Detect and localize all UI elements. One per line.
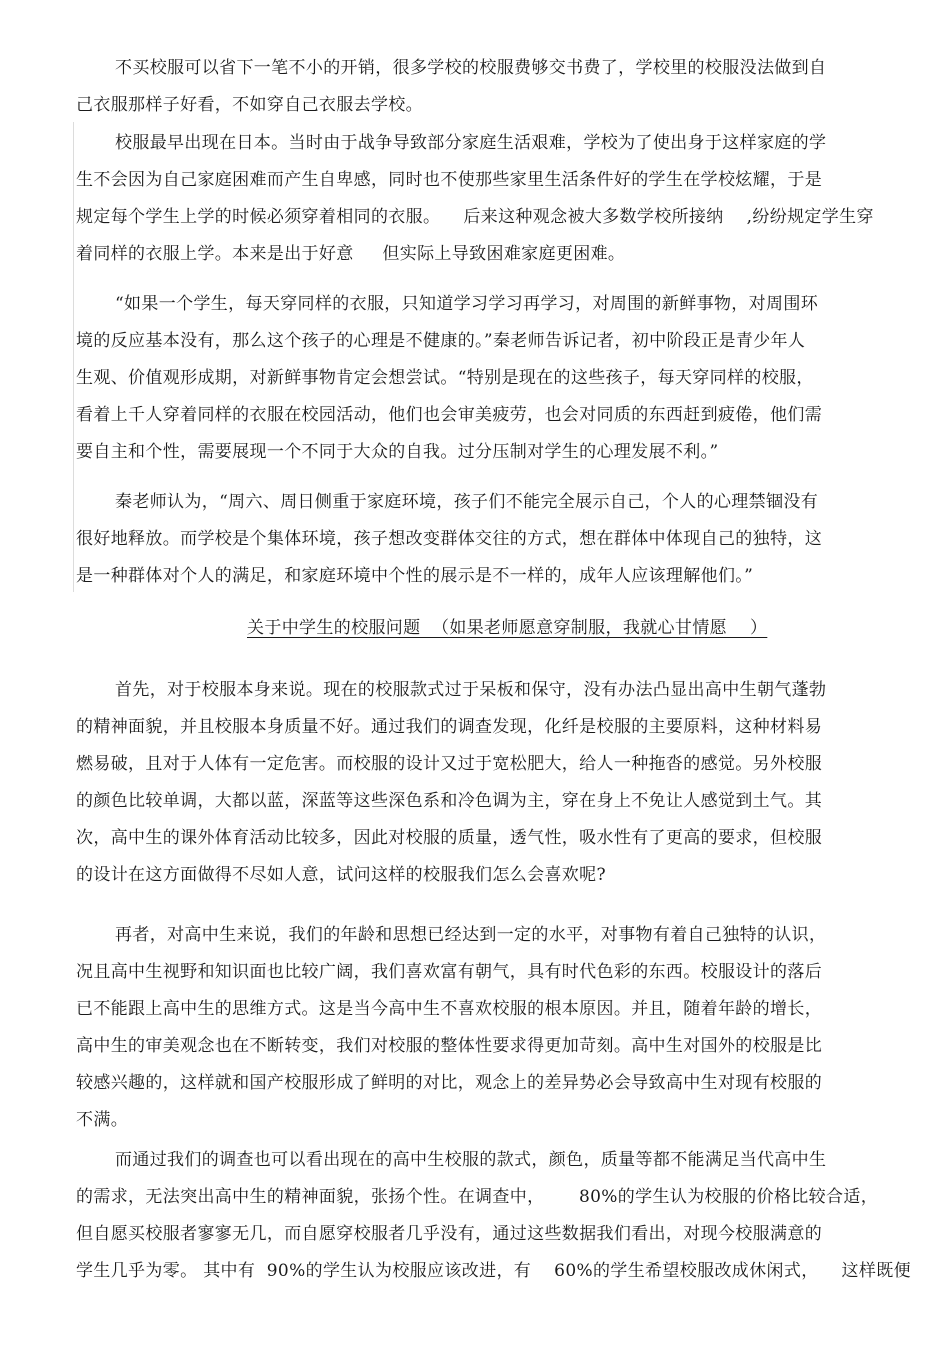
text-line: “如果一个学生，每天穿同样的衣服，只知道学习学习再学习，对周围的新鲜事物，对周围环 [115,294,819,314]
text-line: 高中生的审美观念也在不断转变，我们对校服的整体性要求得更加苛刻。高中生对国外的校服是比 [76,1036,823,1056]
section-title: 关于中学生的校服问题 （如果老师愿意穿制服，我就心甘情愿 ） [247,618,768,638]
text-line: 生观、价值观形成期，对新鲜事物肯定会想尝试。“特别是现在的这些孩子，每天穿同样的校服， [76,368,814,388]
text-line: 不满。 [76,1110,129,1130]
text-line: 看着上千人穿着同样的衣服在校园活动，他们也会审美疲劳，也会对同质的东西赶到疲倦，他们需 [76,405,823,425]
text-line: 境的反应基本没有，那么这个孩子的心理是不健康的。”秦老师告诉记者，初中阶段正是青少年人 [76,331,806,351]
text-line: 校服最早出现在日本。当时由于战争导致部分家庭生活艰难，学校为了使出身于这样家庭的学 [115,133,827,153]
text-line: 学生几乎为零。 其中有 90%的学生认为校服应该改进，有 60%的学生希望校服改成休闲式， 这样既便 [76,1261,911,1281]
text-line: 生不会因为自己家庭困难而产生自卑感，同时也不使那些家里生活条件好的学生在学校炫耀，于是 [76,170,823,190]
text-line: 着同样的衣服上学。本来是出于好意 但实际上导致困难家庭更困难。 [76,244,626,264]
text-line: 很好地释放。而学校是个集体环境，孩子想改变群体交往的方式，想在群体中体现自己的独特，这 [76,529,823,549]
text-line: 次，高中生的课外体育活动比较多，因此对校服的质量，透气性，吸水性有了更高的要求，但校服 [76,828,823,848]
text-line: 况且高中生视野和知识面也比较广阔，我们喜欢富有朝气，具有时代色彩的东西。校服设计的落后 [76,962,823,982]
text-line: 较感兴趣的，这样就和国产校服形成了鲜明的对比，观念上的差异势必会导致高中生对现有校服的 [76,1073,823,1093]
margin-rule [73,122,74,592]
text-line: 燃易破，且对于人体有一定危害。而校服的设计又过于宽松肥大，给人一种拖沓的感觉。另外校服 [76,754,823,774]
text-line: 秦老师认为，“周六、周日侧重于家庭环境，孩子们不能完全展示自己，个人的心理禁锢没有 [115,492,819,512]
text-line: 的颜色比较单调，大都以蓝，深蓝等这些深色系和冷色调为主，穿在身上不免让人感觉到土气。其 [76,791,823,811]
text-line: 但自愿买校服者寥寥无几，而自愿穿校服者几乎没有，通过这些数据我们看出，对现今校服满意的 [76,1224,823,1244]
text-line: 的设计在这方面做得不尽如人意，试问这样的校服我们怎么会喜欢呢? [76,865,606,885]
text-line: 己衣服那样子好看，不如穿自己衣服去学校。 [76,95,423,115]
text-line: 的需求，无法突出高中生的精神面貌，张扬个性。在调查中， 80%的学生认为校服的价格比较合适， [76,1187,879,1207]
text-line: 的精神面貌，并且校服本身质量不好。通过我们的调查发现，化纤是校服的主要原料，这种材料易 [76,717,823,737]
text-line: 而通过我们的调查也可以看出现在的高中生校服的款式，颜色，质量等都不能满足当代高中生 [115,1150,827,1170]
text-line: 再者，对高中生来说，我们的年龄和思想已经达到一定的水平，对事物有着自己独特的认识， [115,925,827,945]
text-line: 已不能跟上高中生的思维方式。这是当今高中生不喜欢校服的根本原因。并且，随着年龄的增长， [76,999,823,1019]
text-line: 要自主和个性，需要展现一个不同于大众的自我。过分压制对学生的心理发展不利。” [76,442,719,462]
text-line: 不买校服可以省下一笔不小的开销，很多学校的校服费够交书费了，学校里的校服没法做到自 [115,58,827,78]
text-line: 首先，对于校服本身来说。现在的校服款式过于呆板和保守，没有办法凸显出高中生朝气蓬勃 [115,680,827,700]
text-line: 规定每个学生上学的时候必须穿着相同的衣服。 后来这种观念被大多数学校所接纳 ,纷纷规定学生穿 [76,207,874,227]
text-line: 是一种群体对个人的满足，和家庭环境中个性的展示是不一样的，成年人应该理解他们。” [76,566,754,586]
